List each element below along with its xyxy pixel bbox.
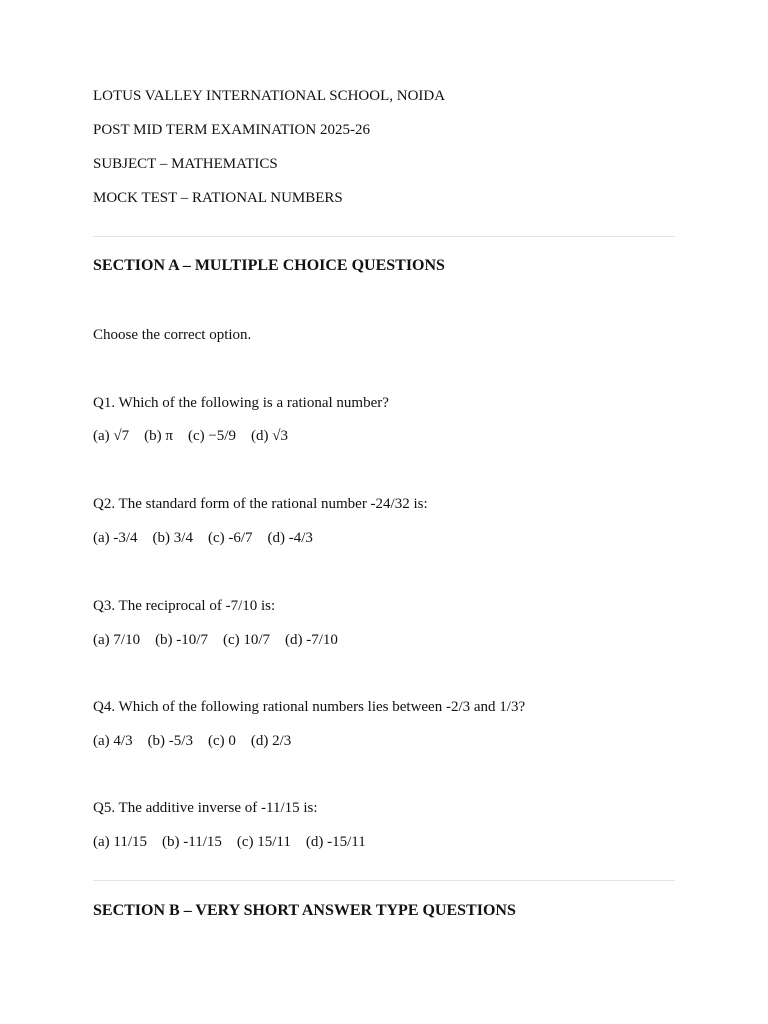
question-5-options: (a) 11/15 (b) -11/15 (c) 15/11 (d) -15/11 xyxy=(93,834,366,850)
question-1-options: (a) √7 (b) π (c) −5/9 (d) √3 xyxy=(93,428,288,444)
test-title: MOCK TEST – RATIONAL NUMBERS xyxy=(93,190,343,206)
school-name: LOTUS VALLEY INTERNATIONAL SCHOOL, NOIDA xyxy=(93,88,446,104)
section-a-instruction: Choose the correct option. xyxy=(93,327,252,343)
question-3-options: (a) 7/10 (b) -10/7 (c) 10/7 (d) -7/10 xyxy=(93,632,338,648)
divider xyxy=(93,880,675,881)
exam-title: POST MID TERM EXAMINATION 2025-26 xyxy=(93,122,370,138)
question-2: Q2. The standard form of the rational number -24/32 is: xyxy=(93,496,428,512)
question-4-options: (a) 4/3 (b) -5/3 (c) 0 (d) 2/3 xyxy=(93,733,292,749)
section-a-title: SECTION A – MULTIPLE CHOICE QUESTIONS xyxy=(93,257,445,274)
question-2-options: (a) -3/4 (b) 3/4 (c) -6/7 (d) -4/3 xyxy=(93,530,313,546)
question-1: Q1. Which of the following is a rational number? xyxy=(93,395,389,411)
divider xyxy=(93,236,675,237)
subject-line: SUBJECT – MATHEMATICS xyxy=(93,156,278,172)
question-5: Q5. The additive inverse of -11/15 is: xyxy=(93,800,318,816)
question-4: Q4. Which of the following rational numbers lies between -2/3 and 1/3? xyxy=(93,699,526,715)
section-b-title: SECTION B – VERY SHORT ANSWER TYPE QUESTIONS xyxy=(93,902,516,919)
question-3: Q3. The reciprocal of -7/10 is: xyxy=(93,598,276,614)
